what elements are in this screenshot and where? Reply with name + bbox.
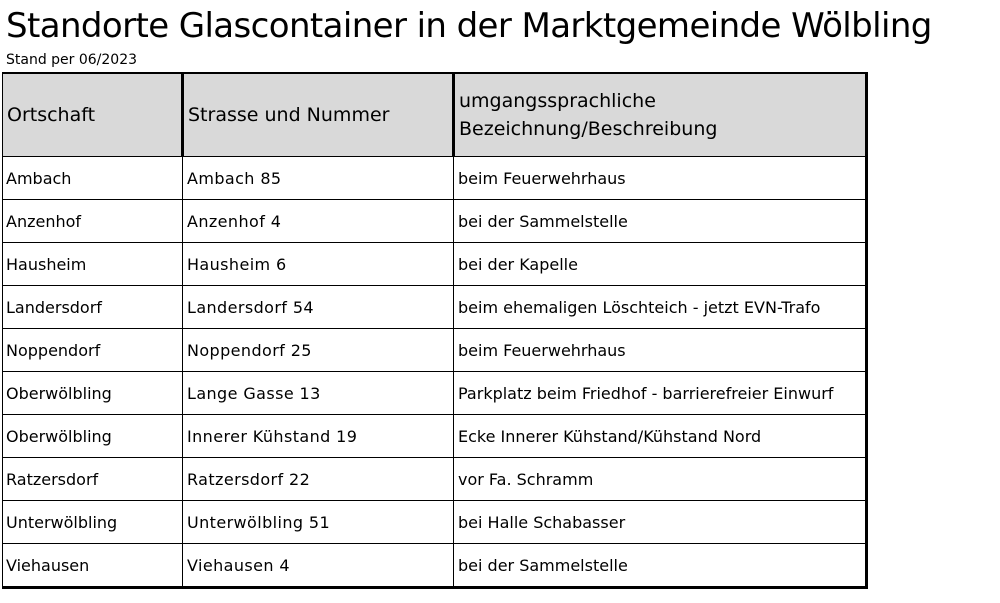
cell-ortschaft: Landersdorf [3,286,183,329]
cell-ortschaft: Oberwölbling [3,372,183,415]
cell-strasse: Innerer Kühstand 19 [183,415,454,458]
cell-strasse: Noppendorf 25 [183,329,454,372]
cell-ortschaft: Hausheim [3,243,183,286]
table-row [3,157,867,200]
table-row [3,544,867,588]
table-row [3,200,867,243]
table-row [3,501,867,544]
cell-ortschaft: Noppendorf [3,329,183,372]
cell-strasse: Lange Gasse 13 [183,372,454,415]
cell-ortschaft: Viehausen [3,544,183,588]
cell-ortschaft: Oberwölbling [3,415,183,458]
cell-beschreibung: beim ehemaligen Löschteich - jetzt EVN-Trafo [454,286,867,329]
cell-strasse: Hausheim 6 [183,243,454,286]
cell-beschreibung: bei Halle Schabasser [454,501,867,544]
table-row [3,415,867,458]
cell-beschreibung: vor Fa. Schramm [454,458,867,501]
cell-ortschaft: Unterwölbling [3,501,183,544]
cell-beschreibung: bei der Sammelstelle [454,544,867,588]
cell-beschreibung: beim Feuerwehrhaus [454,329,867,372]
locations-table [2,72,868,589]
cell-ortschaft: Ambach [3,157,183,200]
cell-ortschaft: Anzenhof [3,200,183,243]
cell-strasse: Anzenhof 4 [183,200,454,243]
table-header-row [3,73,867,157]
table-row [3,458,867,501]
cell-beschreibung: Ecke Innerer Kühstand/Kühstand Nord [454,415,867,458]
cell-strasse: Landersdorf 54 [183,286,454,329]
cell-beschreibung: bei der Sammelstelle [454,200,867,243]
cell-beschreibung: beim Feuerwehrhaus [454,157,867,200]
cell-strasse: Ambach 85 [183,157,454,200]
table-row [3,329,867,372]
header-ortschaft: Ortschaft [3,73,183,157]
page-title: Standorte Glascontainer in der Marktgemeinde Wölbling [6,6,932,46]
cell-beschreibung: Parkplatz beim Friedhof - barrierefreier Einwurf [454,372,867,415]
cell-strasse: Unterwölbling 51 [183,501,454,544]
table-row [3,286,867,329]
header-beschreibung: umgangssprachliche Bezeichnung/Beschreibung [454,73,867,157]
table-row [3,243,867,286]
table-row [3,372,867,415]
header-strasse-nummer: Strasse und Nummer [183,73,454,157]
cell-strasse: Viehausen 4 [183,544,454,588]
cell-ortschaft: Ratzersdorf [3,458,183,501]
cell-strasse: Ratzersdorf 22 [183,458,454,501]
cell-beschreibung: bei der Kapelle [454,243,867,286]
page-subtitle: Stand per 06/2023 [6,52,138,68]
